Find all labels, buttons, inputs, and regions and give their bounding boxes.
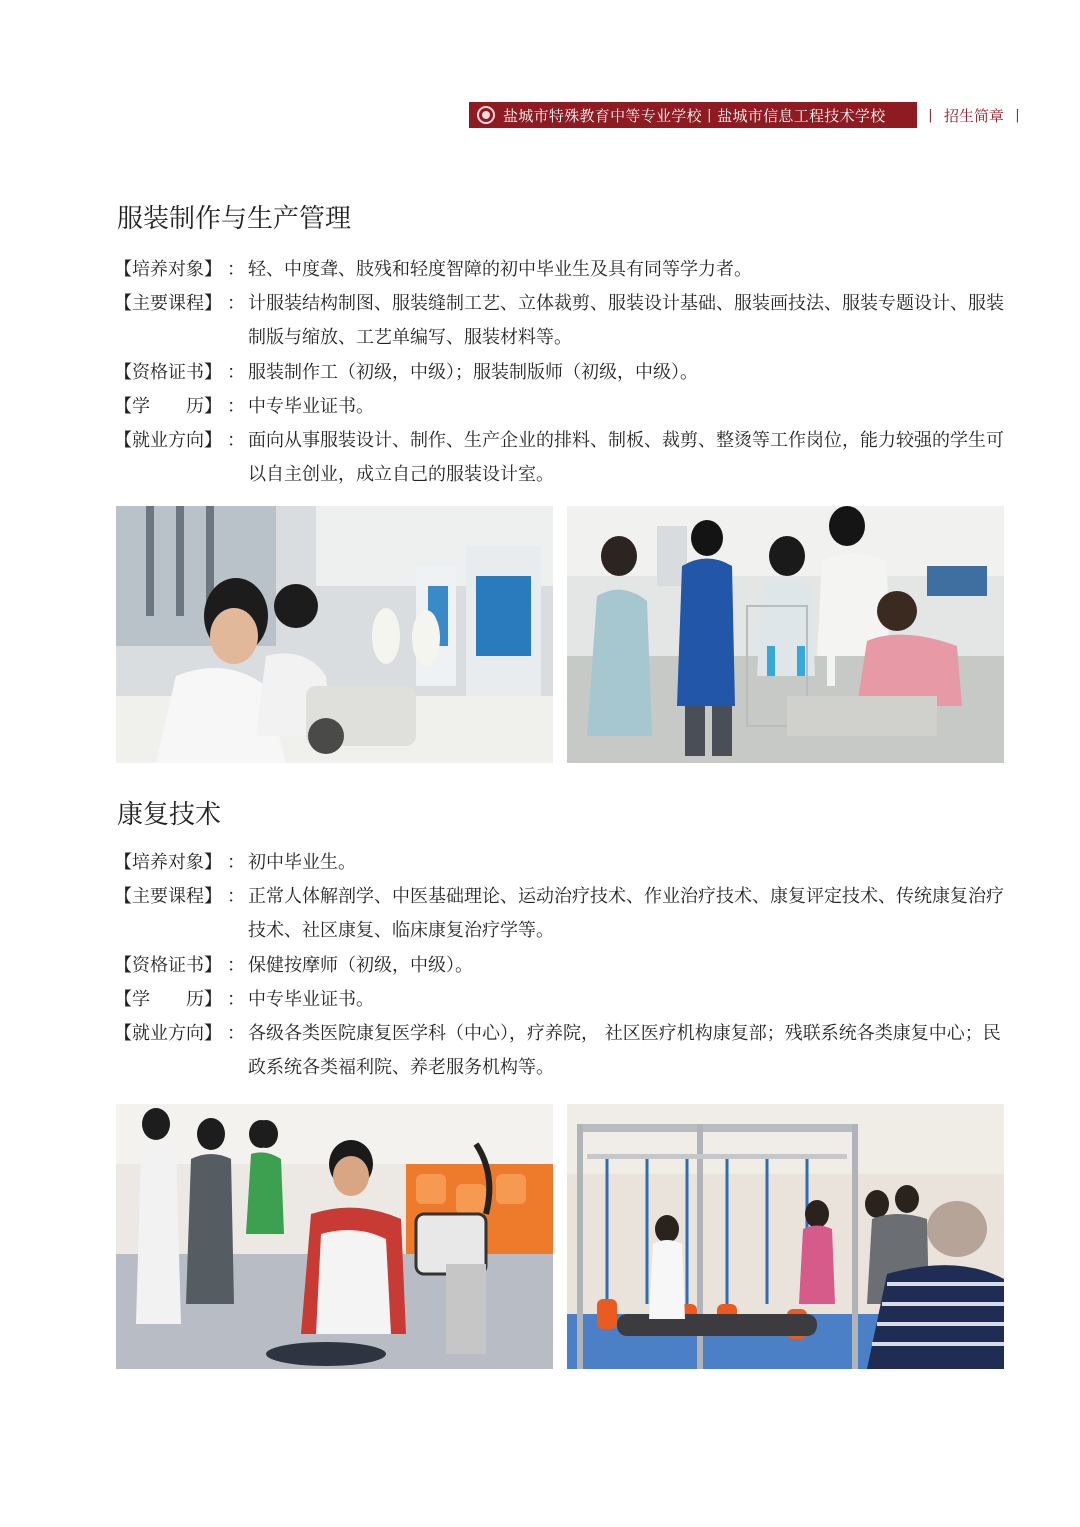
garment-target-row bbox=[114, 253, 1008, 287]
label-courses: 【主要课程】 bbox=[114, 886, 222, 907]
label-education: 【学 历】 bbox=[114, 989, 222, 1010]
header-brochure-label bbox=[917, 102, 1031, 128]
garment-certificate-value: 服装制作工（初级，中级）；服装制版师（初级，中级）。 bbox=[248, 362, 698, 383]
garment-certificate-row bbox=[114, 356, 1008, 390]
garment-education-value: 中专毕业证书。 bbox=[248, 396, 374, 417]
colon: ： bbox=[227, 852, 245, 873]
rehab-education-row bbox=[114, 983, 1008, 1017]
garment-employment-value: 面向从事服装设计、制作、生产企业的排料、制板、裁剪、整烫等工作岗位，能力较强的学生可以自主创业，成立自己的服装设计室。 bbox=[248, 430, 1004, 485]
sewing-class-photo bbox=[116, 506, 553, 763]
rehab-employment-value: 各级各类医院康复医学科（中心），疗养院， 社区医疗机构康复部；残联系统各类康复中心；民政系统各类福利院、养老服务机构等。 bbox=[248, 1023, 1001, 1078]
sewing-demo-photo bbox=[567, 506, 1004, 763]
garment-target-value: 轻、中度聋、肢残和轻度智障的初中毕业生及具有同等学力者。 bbox=[248, 259, 752, 280]
colon: ： bbox=[227, 259, 245, 280]
rehab-target-value: 初中毕业生。 bbox=[248, 852, 356, 873]
label-courses: 【主要课程】 bbox=[114, 293, 222, 314]
rehab-education-value: 中专毕业证书。 bbox=[248, 989, 374, 1010]
garment-courses-row bbox=[114, 287, 1008, 355]
colon: ： bbox=[227, 430, 245, 451]
rehab-bike-photo bbox=[116, 1104, 553, 1369]
colon: ： bbox=[227, 989, 245, 1010]
section-title-rehab: 康复技术 bbox=[117, 800, 222, 830]
brochure-title: 招生简章 bbox=[944, 106, 1005, 125]
rehab-certificate-value: 保健按摩师（初级，中级）。 bbox=[248, 955, 473, 976]
label-certificate: 【资格证书】 bbox=[114, 362, 222, 383]
label-certificate: 【资格证书】 bbox=[114, 955, 222, 976]
colon: ： bbox=[227, 1023, 245, 1044]
rehab-suspension-photo bbox=[567, 1104, 1004, 1369]
colon: ： bbox=[227, 396, 245, 417]
colon: ： bbox=[227, 362, 245, 383]
rehab-courses-value: 正常人体解剖学、中医基础理论、运动治疗技术、作业治疗技术、康复评定技术、传统康复治疗技术、社区康复、临床康复治疗学等。 bbox=[248, 886, 1004, 941]
header-banner bbox=[469, 102, 917, 128]
colon: ： bbox=[227, 955, 245, 976]
label-target: 【培养对象】 bbox=[114, 259, 222, 280]
header-separator-right: 丨 bbox=[1010, 106, 1026, 125]
colon: ： bbox=[227, 886, 245, 907]
rehab-target-row bbox=[114, 846, 1008, 880]
school-emblem-icon bbox=[477, 106, 495, 124]
garment-courses-value: 计服装结构制图、服装缝制工艺、立体裁剪、服装设计基础、服装画技法、服装专题设计、服装制版与缩放、工艺单编写、服装材料等。 bbox=[248, 293, 1004, 348]
label-employment: 【就业方向】 bbox=[114, 430, 222, 451]
rehab-certificate-row bbox=[114, 949, 1008, 983]
header-separator-left: 丨 bbox=[923, 106, 939, 125]
section-title-garment: 服装制作与生产管理 bbox=[117, 204, 352, 234]
rehab-employment-row bbox=[114, 1017, 1008, 1085]
garment-education-row bbox=[114, 390, 1008, 424]
rehab-courses-row bbox=[114, 880, 1008, 948]
label-target: 【培养对象】 bbox=[114, 852, 222, 873]
label-education: 【学 历】 bbox=[114, 396, 222, 417]
header-school-names: 盐城市特殊教育中等专业学校丨盐城市信息工程技术学校 bbox=[503, 106, 886, 125]
label-employment: 【就业方向】 bbox=[114, 1023, 222, 1044]
colon: ： bbox=[227, 293, 245, 314]
garment-employment-row bbox=[114, 424, 1008, 492]
